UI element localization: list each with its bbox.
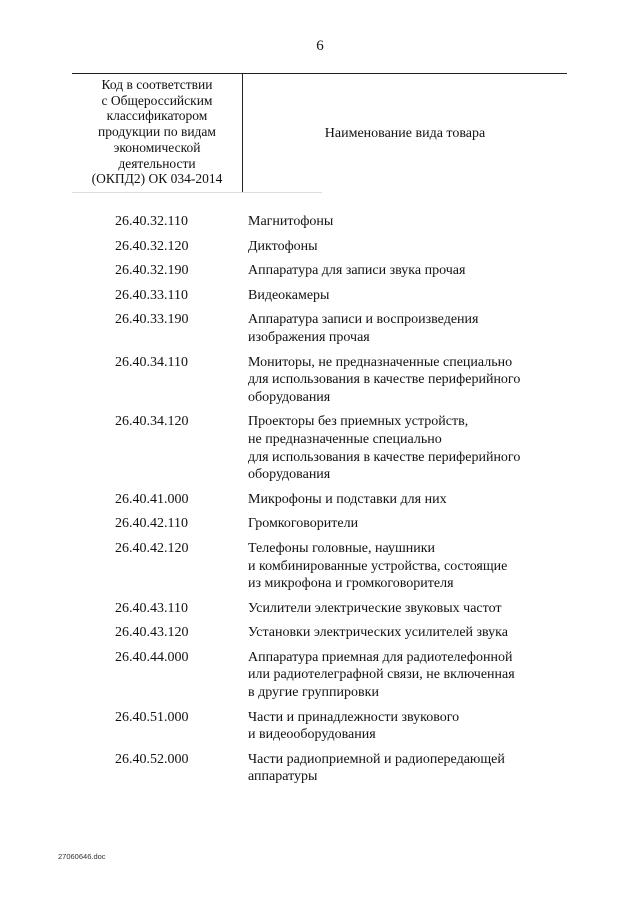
product-name-line: и видеооборудования [248,727,376,743]
header-code-line: Код в соответствии [101,77,213,92]
table-row [0,354,640,407]
product-code: 26.40.33.190 [115,312,189,328]
header-code-line: (ОКПД2) ОК 034-2014 [91,171,223,187]
product-code: 26.40.32.110 [115,214,188,229]
product-code-table [0,213,640,793]
product-name-line: и комбинированные устройства, состоящие [248,558,508,574]
product-name [248,649,578,702]
header-code-line: экономической [113,139,201,155]
table-row [0,515,640,533]
footer-file-name: 27060646.doc [58,852,106,861]
table-row [0,600,640,618]
page-number: 6 [316,38,324,54]
product-name-line: Телефоны головные, наушники [248,540,436,556]
table-row [0,287,640,305]
product-name-line: Аппаратура для записи звука прочая [248,263,466,279]
header-code-column [72,74,243,193]
table-row [0,238,640,256]
table-row [0,311,640,346]
product-name-line: Диктофоны [248,238,318,254]
product-name-line: Усилители электрические звуковых частот [248,600,502,616]
header-name-column [243,74,567,193]
header-code-line: продукции по видам [98,124,216,140]
product-name-line: Аппаратура приемная для радиотелефонной [248,649,513,665]
product-name-line: Проекторы без приемных устройств, [248,414,469,430]
header-divider [72,192,322,193]
product-name-line: для использования в качестве периферийного [248,372,521,388]
product-name-line: не предназначенные специально [248,431,442,447]
product-name-line: в другие группировки [248,685,379,701]
table-row [0,751,640,786]
product-name [248,624,578,642]
product-code: 26.40.33.110 [115,287,188,303]
product-name [248,709,578,744]
product-name-line: Установки электрических усилителей звука [248,625,508,641]
table-row [0,491,640,509]
product-code: 26.40.44.000 [115,649,189,665]
product-name-line: из микрофона и громкоговорителя [248,576,454,592]
product-name-line: для использования в качестве периферийного [248,449,521,465]
product-name-line: изображения прочая [248,329,370,345]
product-name-line: Микрофоны и подставки для них [248,491,447,507]
product-code: 26.40.43.110 [115,600,188,616]
product-name-line: Части и принадлежности звукового [248,709,460,725]
product-name [248,540,578,593]
product-name [248,287,578,305]
header-code-line: классификатором [106,108,208,124]
product-name [248,262,578,280]
table-row [0,709,640,744]
product-name [248,354,578,407]
table-row [0,540,640,593]
table-header [72,73,567,193]
product-code: 26.40.41.000 [115,491,189,507]
product-name-line: или радиотелеграфной связи, не включенная [248,667,515,683]
product-code: 26.40.34.120 [115,414,189,430]
product-code: 26.40.43.120 [115,625,189,641]
product-name [248,311,578,346]
product-name-line: Магнитофоны [248,214,334,229]
product-name-line: Видеокамеры [248,287,330,303]
table-row [0,262,640,280]
product-code: 26.40.52.000 [115,751,189,767]
product-code: 26.40.32.190 [115,263,189,279]
product-code: 26.40.51.000 [115,709,189,725]
product-name [248,751,578,786]
product-name [248,413,578,483]
header-name-label: Наименование вида товара [324,125,486,141]
product-name-line: Мониторы, не предназначенные специально [248,354,513,370]
product-name-line: Аппаратура записи и воспроизведения [248,312,479,328]
product-name-line: оборудования [248,467,331,483]
header-code-line: деятельности [118,155,196,171]
product-code: 26.40.42.120 [115,540,189,556]
product-name [248,600,578,618]
table-row [0,624,640,642]
product-name-line: оборудования [248,389,331,405]
table-row [0,649,640,702]
product-name-line: аппаратуры [248,769,318,785]
table-row [0,213,640,231]
product-name [248,491,578,509]
product-name [248,515,578,533]
product-code: 26.40.32.120 [115,238,189,254]
product-name-line: Громкоговорители [248,516,359,532]
header-code-line: с Общероссийским [101,92,213,108]
product-name-line: Части радиоприемной и радиопередающей [248,751,505,767]
product-code: 26.40.42.110 [115,516,188,532]
product-name [248,213,578,231]
product-name [248,238,578,256]
product-code: 26.40.34.110 [115,354,188,370]
table-row [0,413,640,483]
